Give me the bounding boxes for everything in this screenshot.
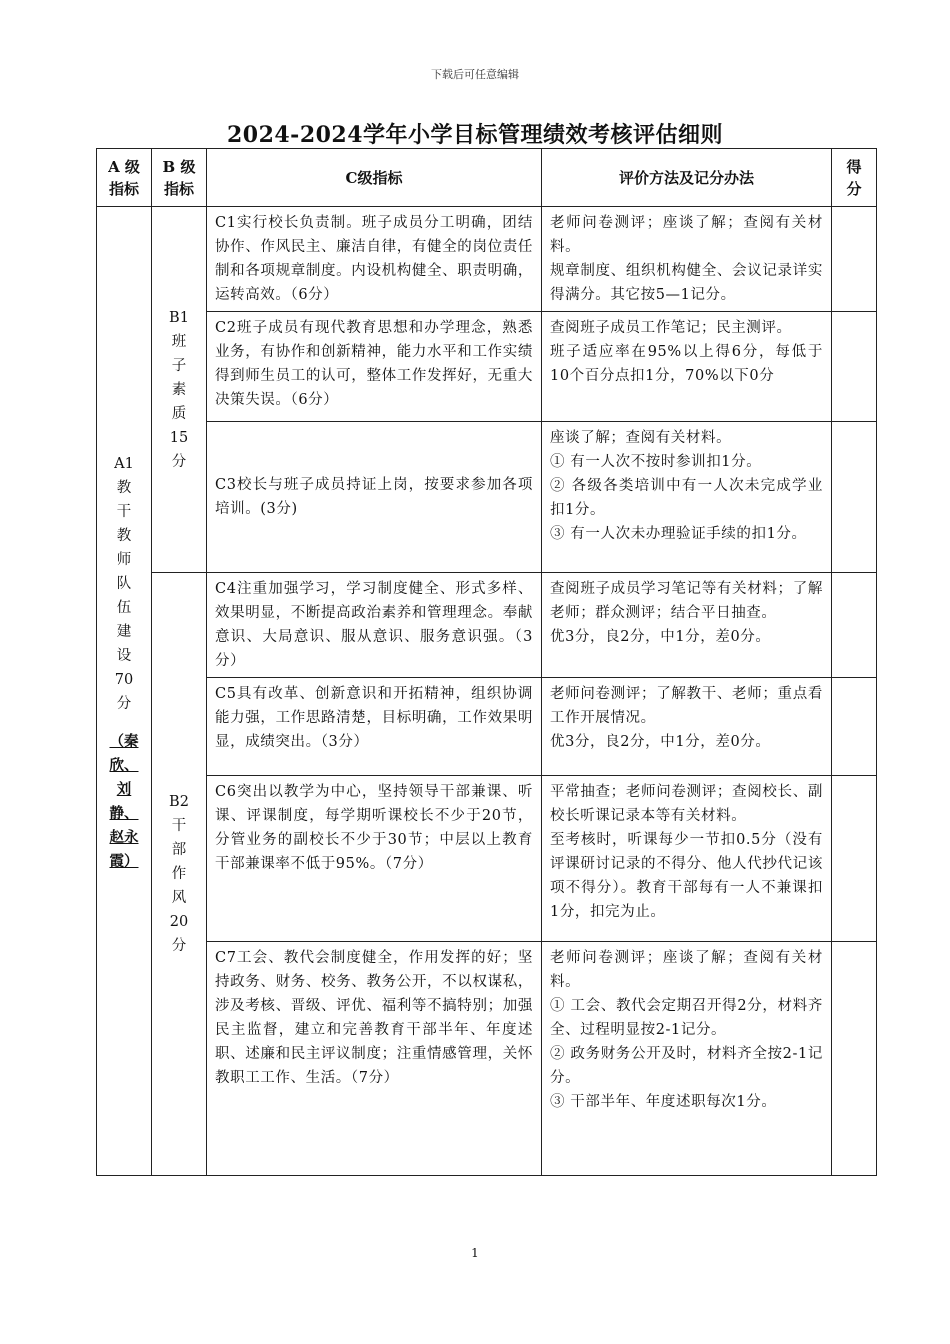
c3-indicator: C3校长与班子成员持证上岗，按要求参加各项培训。(3分) — [207, 422, 542, 573]
evaluation-table — [96, 148, 877, 1176]
c4-indicator: C4注重加强学习，学习制度健全、形式多样、效果明显，不断提高政治素养和管理理念。奉献意识、大局意识、服从意识、服务意识强。（3分） — [207, 573, 542, 678]
table-row — [97, 678, 877, 776]
c2-method: 查阅班子成员工作笔记；民主测评。 班子适应率在95%以上得6分，每低于10个百分点扣1分，70%以下0分 — [542, 312, 832, 422]
a1-label: A1 教 干 教 师 队 伍 建 设 70 分 （秦 欣、 刘 静、 赵永 霞） — [97, 452, 151, 874]
c1-score — [832, 207, 877, 312]
a1-owners: （秦 欣、 刘 静、 赵永 霞） — [109, 733, 139, 870]
c4-method: 查阅班子成员学习笔记等有关材料；了解老师；群众测评；结合平日抽查。 优3分，良2分，中1分，差0分。 — [542, 573, 832, 678]
c5-score — [832, 678, 877, 776]
c7-method: 老师问卷测评；座谈了解；查阅有关材料。 ① 工会、教代会定期召开得2分，材料齐全、过程明显按2-1记分。 ② 政务财务公开及时，材料齐全按2-1记分。 ③ 干部半年、年度述职每次1分。 — [542, 942, 832, 1176]
col-header-c: C级指标 — [207, 149, 542, 207]
table-row — [97, 942, 877, 1176]
table-row — [97, 776, 877, 942]
c6-indicator: C6突出以教学为中心，坚持领导干部兼课、听课、评课制度，每学期听课校长不少于20节，分管业务的副校长不少于30节；中层以上教育干部兼课率不低于95%。（7分） — [207, 776, 542, 942]
b2-cell — [152, 573, 207, 1176]
c6-method: 平常抽查；老师问卷测评；查阅校长、副校长听课记录本等有关材料。 至考核时，听课每少一节扣0.5分（没有评课研讨记录的不得分、他人代抄代记该项不得分）。教育干部每有一人不兼课扣1分，扣完为止。 — [542, 776, 832, 942]
b1-label: B1 班 子 素 质 15 分 — [169, 309, 189, 470]
header-note: 下载后可任意编辑 — [431, 68, 519, 81]
c7-indicator: C7工会、教代会制度健全，作用发挥的好；坚持政务、财务、校务、教务公开，不以权谋私，涉及考核、晋级、评优、福利等不搞特别；加强民主监督，建立和完善教育干部半年、年度述职、述廉和民主评议制度；注重情感管理，关怀教职工工作、生活。（7分） — [207, 942, 542, 1176]
table-row — [97, 573, 877, 678]
c3-score — [832, 422, 877, 573]
b2-label: B2 干 部 作 风 20 分 — [169, 794, 189, 954]
a1-cell — [97, 207, 152, 1176]
col-header-b: B 级 指标 — [152, 149, 207, 207]
c5-method: 老师问卷测评；了解教干、老师；重点看工作开展情况。 优3分，良2分，中1分，差0分。 — [542, 678, 832, 776]
col-header-score: 得 分 — [832, 149, 877, 207]
table-row — [97, 312, 877, 422]
table-row — [97, 207, 877, 312]
c7-score — [832, 942, 877, 1176]
table-header-row — [97, 149, 877, 207]
c2-score — [832, 312, 877, 422]
col-header-method: 评价方法及记分办法 — [542, 149, 832, 207]
c5-indicator: C5具有改革、创新意识和开拓精神，组织协调能力强，工作思路清楚，目标明确，工作效果明显，成绩突出。（3分） — [207, 678, 542, 776]
document-title: 2024-2024学年小学目标管理绩效考核评估细则 — [226, 122, 724, 148]
table-row — [97, 422, 877, 573]
c1-method: 老师问卷测评；座谈了解；查阅有关材料。 规章制度、组织机构健全、会议记录详实得满分。其它按5—1记分。 — [542, 207, 832, 312]
col-header-a: A 级 指标 — [97, 149, 152, 207]
c2-indicator: C2班子成员有现代教育思想和办学理念，熟悉业务，有协作和创新精神，能力水平和工作实绩得到师生员工的认可，整体工作发挥好，无重大决策失误。（6分） — [207, 312, 542, 422]
b1-cell — [152, 207, 207, 573]
c3-method: 座谈了解；查阅有关材料。 ① 有一人次不按时参训扣1分。 ② 各级各类培训中有一人次未完成学业扣1分。 ③ 有一人次未办理验证手续的扣1分。 — [542, 422, 832, 573]
c1-indicator: C1实行校长负责制。班子成员分工明确，团结协作、作风民主、廉洁自律，有健全的岗位责任制和各项规章制度。内设机构健全、职责明确，运转高效。（6分） — [207, 207, 542, 312]
c4-score — [832, 573, 877, 678]
c6-score — [832, 776, 877, 942]
page-number: 1 — [471, 1246, 479, 1260]
